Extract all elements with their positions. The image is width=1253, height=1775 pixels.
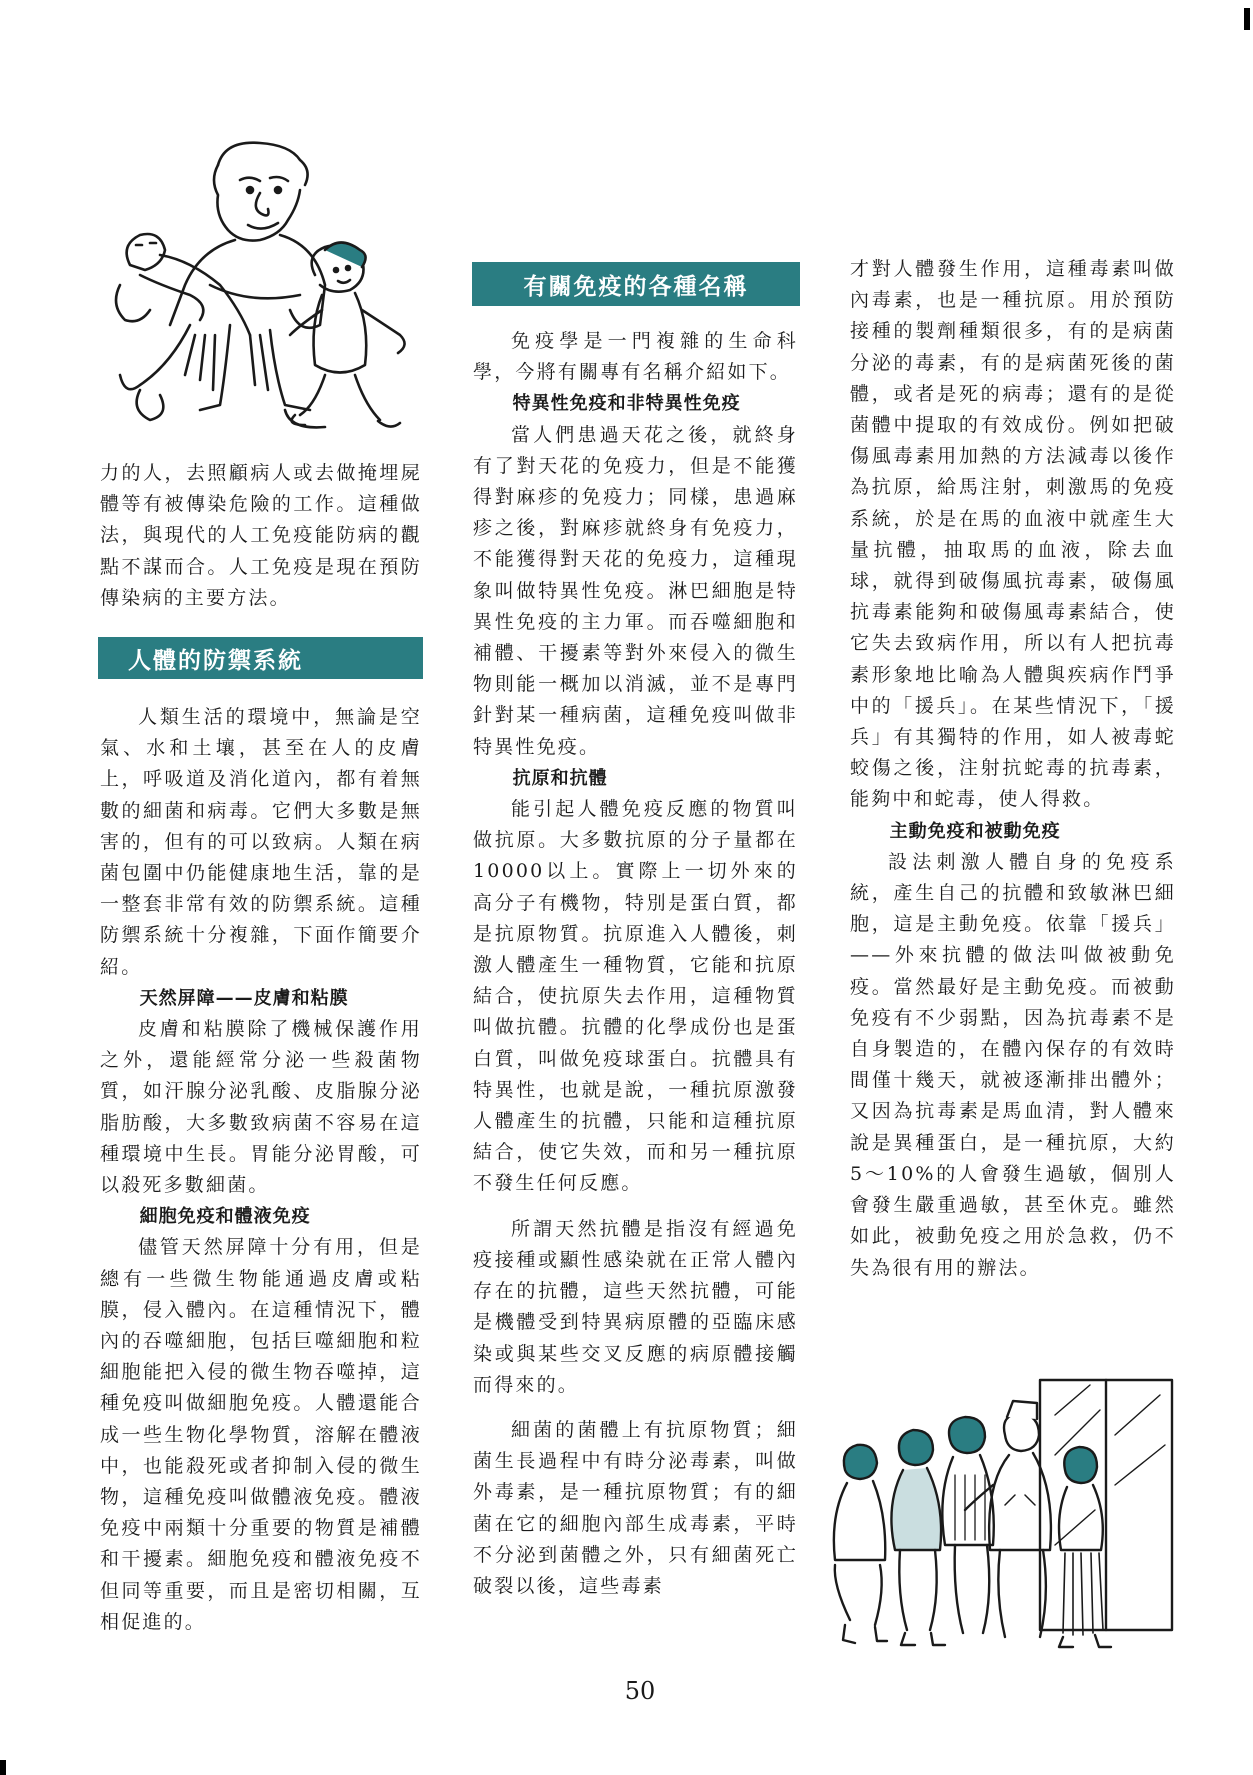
paragraph: 能引起人體免疫反應的物質叫做抗原。大多數抗原的分子量都在10000以上。實際上一切外來的高分子有機物，特別是蛋白質，都是抗原物質。抗原進入人體後，刺激人體產生一種物質，它能和抗原結合，使抗原失去作用，這種物質叫做抗體。抗體的化學成份也是蛋白質，叫做免疫球蛋白。抗體具有特異性，也就是說，一種抗原激發人體產生的抗體，只能和這種抗原結合，使它失效，而和另一種抗原不發生任何反應。 [473,798,798,1195]
heading-text: 有關免疫的各種名稱 [523,273,749,300]
subheading: 特異性免疫和非特異性免疫 [512,393,741,415]
paragraph: 細菌的菌體上有抗原物質；細菌生長過程中有時分泌毒素，叫做外毒素，是一種抗原物質；有的細菌在它的細胞內部生成毒素，平時不分泌到菌體之外，只有細菌死亡破裂以後，這些毒素 [473,1418,798,1597]
subheading: 主動免疫和被動免疫 [889,820,1061,842]
column-left-body [100,702,422,1638]
section-heading-immunity-terms [472,262,800,306]
section-heading-defense-system [98,637,423,679]
paragraph: 設法刺激人體自身的免疫系統，產生自己的抗體和致敏淋巴細胞，這是主動免疫。依靠「援兵」——外來抗體的做法叫做被動免疫。當然最好是主動免疫。而被動免疫有不少弱點，因為抗毒素不是自身製造的，在體內保存的有效時間僅十幾天，就被逐漸排出體外；又因為抗毒素是馬血清，對人體來說是異種蛋白，是一種抗原，大約5～10%的人會發生過敏，個別人會發生嚴重過敏，甚至休克。雖然如此，被動免疫之用於急救，仍不失為很有用的辦法。 [850,850,1176,1279]
subheading: 天然屏障——皮膚和粘膜 [139,987,349,1009]
paragraph: 力的人，去照顧病人或去做掩埋屍體等有被傳染危險的工作。這種做法，與現代的人工免疫能防病的觀點不謀而合。人工免疫是現在預防傳染病的主要方法。 [100,462,422,609]
paragraph: 當人們患過天花之後，就終身有了對天花的免疫力，但是不能獲得對麻疹的免疫力；同樣，患過麻疹之後，對麻疹就終身有免疫力，不能獲得對天花的免疫力，這種現象叫做特異性免疫。淋巴細胞是特異性免疫的主力軍。而吞噬細胞和補體、干擾素等對外來侵入的微生物則能一概加以消滅，並不是專門針對某一種病菌，這種免疫叫做非特異性免疫。 [473,423,798,758]
paragraph: 儘管天然屏障十分有用，但是總有一些微生物能通過皮膚或粘膜，侵入體內。在這種情況下，體內的吞噬細胞，包括巨噬細胞和粒細胞能把入侵的微生物吞噬掉，這種免疫叫做細胞免疫。人體還能合成一些生物化學物質，溶解在體液中，也能殺死或者抑制入侵的微生物，這種免疫叫做體液免疫。體液免疫中兩類十分重要的物質是補體和干擾素。細胞免疫和體液免疫不但同等重要，而且是密切相關，互相促進的。 [100,1236,422,1633]
column-right [850,254,1176,1284]
column-middle [473,326,798,1602]
clinic-queue-illustration [815,1375,1180,1655]
paragraph: 所謂天然抗體是指沒有經過免疫接種或顯性感染就在正常人體內存在的抗體，這些天然抗體，可能是機體受到特異病原體的亞臨床感染或與某些交叉反應的病原體接觸而得來的。 [473,1217,798,1396]
subheading: 抗原和抗體 [512,767,608,789]
paragraph: 人類生活的環境中，無論是空氣、水和土壤，甚至在人的皮膚上，呼吸道及消化道內，都有着無數的細菌和病毒。它們大多數是無害的，但有的可以致病。人類在病菌包圍中仍能健康地生活，靠的是一整套非常有效的防禦系統。這種防禦系統十分複雜，下面作簡要介紹。 [100,706,422,978]
subheading: 細胞免疫和體液免疫 [139,1206,311,1228]
carrying-patient-illustration [100,135,430,440]
paragraph: 才對人體發生作用，這種毒素叫做內毒素，也是一種抗原。用於預防接種的製劑種類很多，有的是病菌分泌的毒素，有的是病菌死後的菌體，或者是死的病毒；還有的是從菌體中提取的有效成份。例如把破傷風毒素用加熱的方法減毒以後作為抗原，給馬注射，刺激馬的免疫系統，於是在馬的血液中就產生大量抗體，抽取馬的血液，除去血球，就得到破傷風抗毒素，破傷風抗毒素能夠和破傷風毒素結合，使它失去致病作用，所以有人把抗毒素形象地比喻為人體與疾病作鬥爭中的「援兵」。在某些情況下，「援兵」有其獨特的作用，如人被毒蛇蛟傷之後，注射抗蛇毒的抗毒素，能夠中和蛇毒，使人得救。 [850,258,1176,811]
corner-mark-bottom-left [0,1760,6,1775]
column-left [100,458,422,614]
paragraph: 免疫學是一門複雜的生命科學，今將有關專有名稱介紹如下。 [473,330,798,384]
corner-mark-top-right [1244,8,1250,30]
paragraph: 皮膚和粘膜除了機械保護作用之外，還能經常分泌一些殺菌物質，如汗腺分泌乳酸、皮脂腺分泌脂肪酸，大多數致病菌不容易在這種環境中生長。胃能分泌胃酸，可以殺死多數細菌。 [100,1018,422,1197]
page-number: 50 [624,1677,656,1705]
heading-text: 人體的防禦系統 [128,647,303,674]
